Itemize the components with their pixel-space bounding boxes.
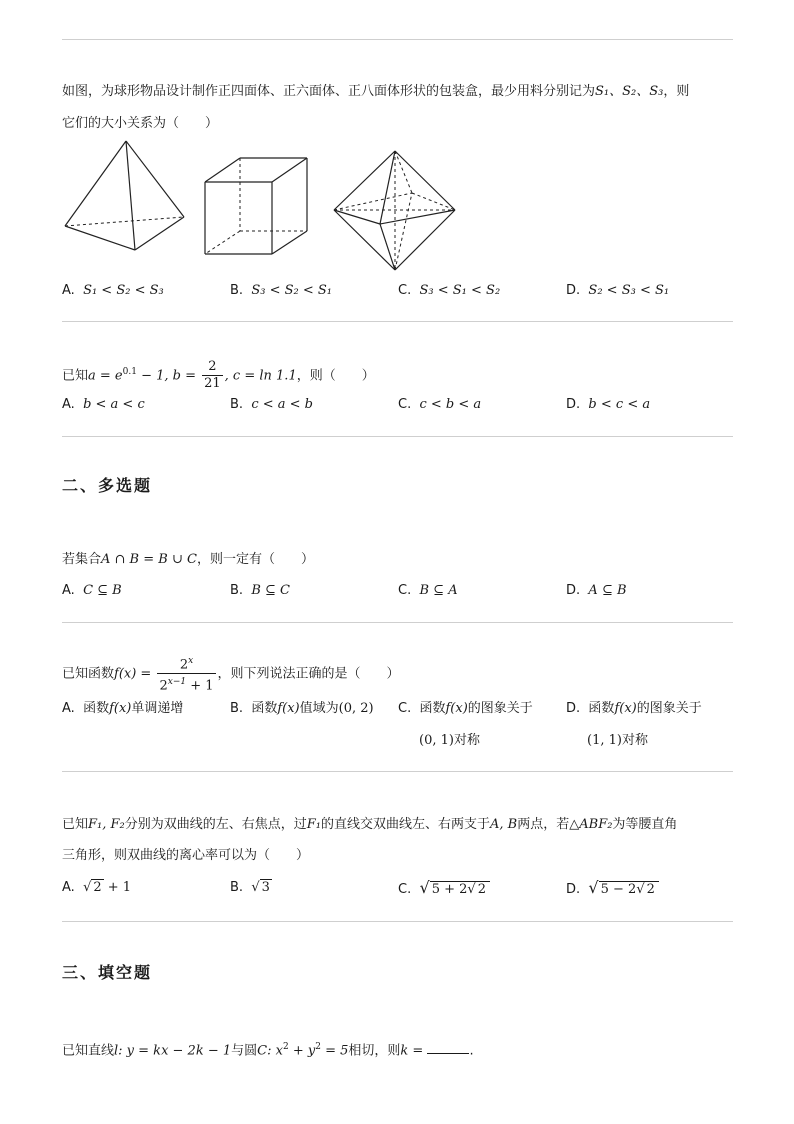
q2-option-d[interactable]: D. b < c < a: [566, 397, 651, 412]
cube-figure: [205, 158, 307, 254]
polyhedra-figures: [60, 138, 460, 273]
q5-stem-line1: 已知F₁, F₂分别为双曲线的左、右焦点，过F₁的直线交双曲线左、右两支于A, B两点，若△ABF₂为等腰直角: [62, 817, 678, 832]
q5-option-b[interactable]: B. √ 3: [230, 880, 270, 895]
q3-option-b[interactable]: B. B ⊆ C: [230, 583, 290, 598]
q6-stem: 已知直线l: y = kx − 2k − 1与圆C: $x^2 + y^2 = 5$相切，则k = .: [62, 1042, 474, 1059]
octahedron-figure: [334, 151, 455, 270]
divider: [62, 436, 733, 437]
q1-option-c[interactable]: C. S₃ < S₁ < S₂: [398, 283, 501, 298]
q4-option-d[interactable]: D. 函数f(x)的图象关于: [566, 701, 702, 716]
fraction-2-21: $\frac{2}{21}$: [204, 359, 221, 392]
q5-option-c[interactable]: C. √ 5 + 2√ 2: [398, 878, 490, 900]
divider: [62, 622, 733, 623]
q5-stem-line2: 三角形，则双曲线的离心率可以为（ ）: [62, 848, 310, 863]
section-title-fill-in: 三、填空题: [62, 963, 153, 982]
function-fraction: $\frac{2^x}{2^{x-1} + 1}$: [157, 653, 215, 695]
divider-top: [62, 39, 733, 40]
q1-stem-line1: 如图，为球形物品设计制作正四面体、正六面体、正八面体形状的包装盒，最少用料分别记为S₁、S₂、S₃，则: [62, 84, 690, 99]
q1-option-b[interactable]: B. S₃ < S₂ < S₁: [230, 283, 332, 298]
divider: [62, 921, 733, 922]
q3-option-a[interactable]: A. C ⊆ B: [62, 583, 122, 598]
q2-stem: 已知$a = e^{0.1} - 1$, b = $\frac{2}{21}$ , c = ln 1.1，则（ ）: [62, 359, 375, 392]
divider: [62, 321, 733, 322]
q1-option-a[interactable]: A. S₁ < S₂ < S₃: [62, 283, 164, 298]
q2-option-b[interactable]: B. c < a < b: [230, 397, 313, 412]
q5-option-a[interactable]: A. √ 2 + 1: [62, 880, 132, 895]
q3-option-d[interactable]: D. A ⊆ B: [566, 583, 627, 598]
q2-option-c[interactable]: C. c < b < a: [398, 397, 482, 412]
q5-option-d[interactable]: D. √ 5 − 2√ 2: [566, 878, 659, 900]
q4-stem: 已知函数f(x) = $\frac{2^x}{2^{x-1} + 1}$ ，则下列说法正确的是（ ）: [62, 653, 400, 695]
section-title-multiple-choice: 二、多选题: [62, 476, 153, 495]
divider: [62, 771, 733, 772]
q4-option-a[interactable]: A. 函数f(x)单调递增: [62, 701, 184, 716]
q1-option-d[interactable]: D. S₂ < S₃ < S₁: [566, 283, 670, 298]
q1-stem-line2: 它们的大小关系为（ ）: [62, 116, 219, 131]
q4-option-b[interactable]: B. 函数f(x)值域为(0, 2): [230, 701, 374, 716]
tetrahedron-figure: [65, 141, 184, 250]
q4-option-c[interactable]: C. 函数f(x)的图象关于: [398, 701, 533, 716]
q3-stem: 若集合A ∩ B = B ∪ C，则一定有（ ）: [62, 552, 314, 567]
q4-option-d-line2: (1, 1)对称: [587, 733, 648, 748]
q4-option-c-line2: (0, 1)对称: [419, 733, 480, 748]
q3-option-c[interactable]: C. B ⊆ A: [398, 583, 458, 598]
answer-blank[interactable]: [427, 1041, 469, 1054]
q2-option-a[interactable]: A. b < a < c: [62, 397, 145, 412]
